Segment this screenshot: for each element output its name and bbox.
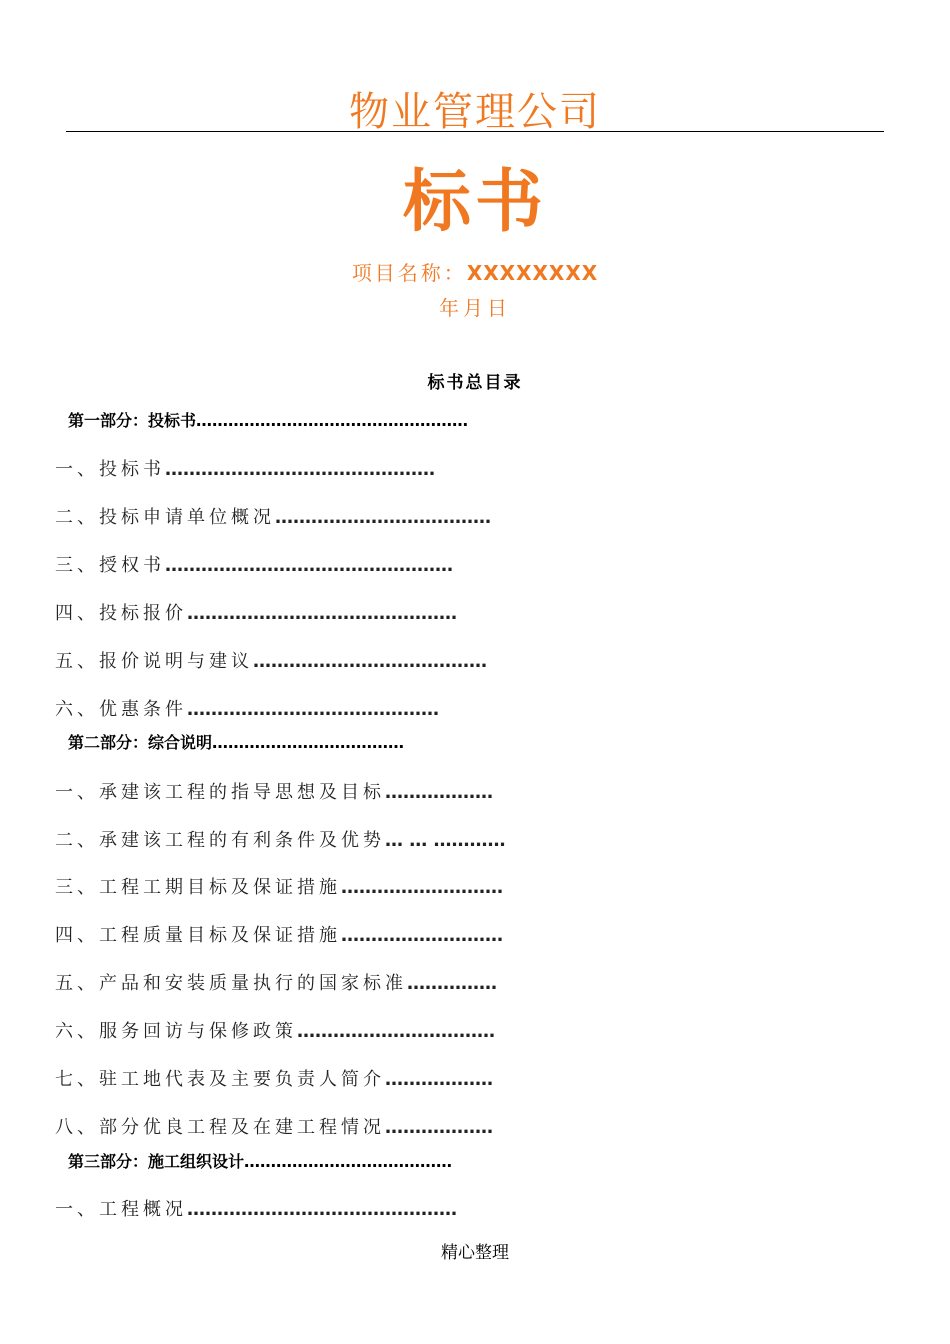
- toc-item[interactable]: [55, 827, 506, 855]
- toc-part-1[interactable]: [68, 409, 468, 433]
- toc-leader-dots: … … …………: [385, 830, 506, 851]
- toc-leader-dots: ……………………………: [297, 1021, 495, 1042]
- toc-item-label: 八、部分优良工程及在建工程情况: [55, 1117, 385, 1138]
- toc-leader-dots: …………………………………………: [165, 555, 453, 576]
- toc-item[interactable]: [55, 552, 453, 580]
- toc-part-label: 第三部分：施工组织设计: [68, 1152, 245, 1171]
- toc-leader-dots: ……………………………………: [187, 699, 439, 720]
- toc-title: 标书总目录: [427, 373, 523, 393]
- toc-item-label: 一、承建该工程的指导思想及目标: [55, 782, 385, 803]
- toc-leader-dots: ………………: [385, 1069, 493, 1090]
- toc-leader-dots: …………………………………: [253, 651, 487, 672]
- toc-leader-dots: ………………: [385, 782, 493, 803]
- document-title: 标书: [402, 163, 547, 242]
- toc-part-label: 第二部分：综合说明: [68, 733, 213, 752]
- toc-leader-dots: …………………………………: [244, 1152, 453, 1171]
- toc-item-label: 四、投标报价: [55, 603, 187, 624]
- toc-leader-dots: ………………: [385, 1117, 493, 1138]
- toc-item-label: 六、服务回访与保修政策: [55, 1021, 297, 1042]
- toc-item[interactable]: [55, 648, 487, 676]
- toc-item-label: 三、工程工期目标及保证措施: [55, 877, 341, 898]
- toc-item-label: 五、产品和安装质量执行的国家标准: [55, 973, 407, 994]
- toc-item[interactable]: [55, 922, 503, 950]
- toc-part-2[interactable]: [68, 731, 404, 755]
- toc-leader-dots: ………………………………………: [165, 459, 435, 480]
- toc-part-3[interactable]: [68, 1150, 452, 1174]
- toc-item[interactable]: [55, 1114, 493, 1142]
- toc-leader-dots: ………………………………: [212, 733, 405, 752]
- project-label: 项目名称：: [351, 261, 467, 285]
- document-date: 年月日: [439, 296, 511, 320]
- toc-item[interactable]: [55, 504, 491, 532]
- company-name: 物业管理公司: [349, 89, 601, 135]
- toc-item-label: 二、投标申请单位概况: [55, 507, 275, 528]
- toc-leader-dots: ……………: [407, 973, 497, 994]
- toc-leader-dots: ………………………: [341, 925, 503, 946]
- page-footer: 精心整理: [441, 1243, 509, 1263]
- toc-item-label: 一、投标书: [55, 459, 165, 480]
- toc-part-label: 第一部分：投标书: [68, 411, 197, 430]
- toc-item[interactable]: [55, 1066, 493, 1094]
- toc-item[interactable]: [55, 696, 439, 724]
- toc-item[interactable]: [55, 1018, 495, 1046]
- toc-item-label: 四、工程质量目标及保证措施: [55, 925, 341, 946]
- header-rule: [66, 131, 884, 132]
- toc-item[interactable]: [55, 456, 435, 484]
- toc-item-label: 六、优惠条件: [55, 699, 187, 720]
- toc-leader-dots: ………………………: [341, 877, 503, 898]
- toc-leader-dots: ………………………………………: [187, 603, 457, 624]
- toc-leader-dots: ……………………………………………: [196, 411, 469, 430]
- toc-leader-dots: ………………………………: [275, 507, 491, 528]
- project-value: XXXXXXXX: [466, 261, 599, 285]
- toc-leader-dots: ………………………………………: [187, 1199, 457, 1220]
- toc-item-label: 五、报价说明与建议: [55, 651, 253, 672]
- toc-item-label: 一、工程概况: [55, 1199, 187, 1220]
- toc-item[interactable]: [55, 779, 493, 807]
- toc-item[interactable]: [55, 970, 497, 998]
- toc-item[interactable]: [55, 874, 503, 902]
- toc-item-label: 七、驻工地代表及主要负责人简介: [55, 1069, 385, 1090]
- toc-item-label: 三、授权书: [55, 555, 165, 576]
- toc-item[interactable]: [55, 1196, 457, 1224]
- toc-item-label: 二、承建该工程的有利条件及优势: [55, 830, 385, 851]
- project-name: [0, 258, 950, 288]
- toc-item[interactable]: [55, 600, 457, 628]
